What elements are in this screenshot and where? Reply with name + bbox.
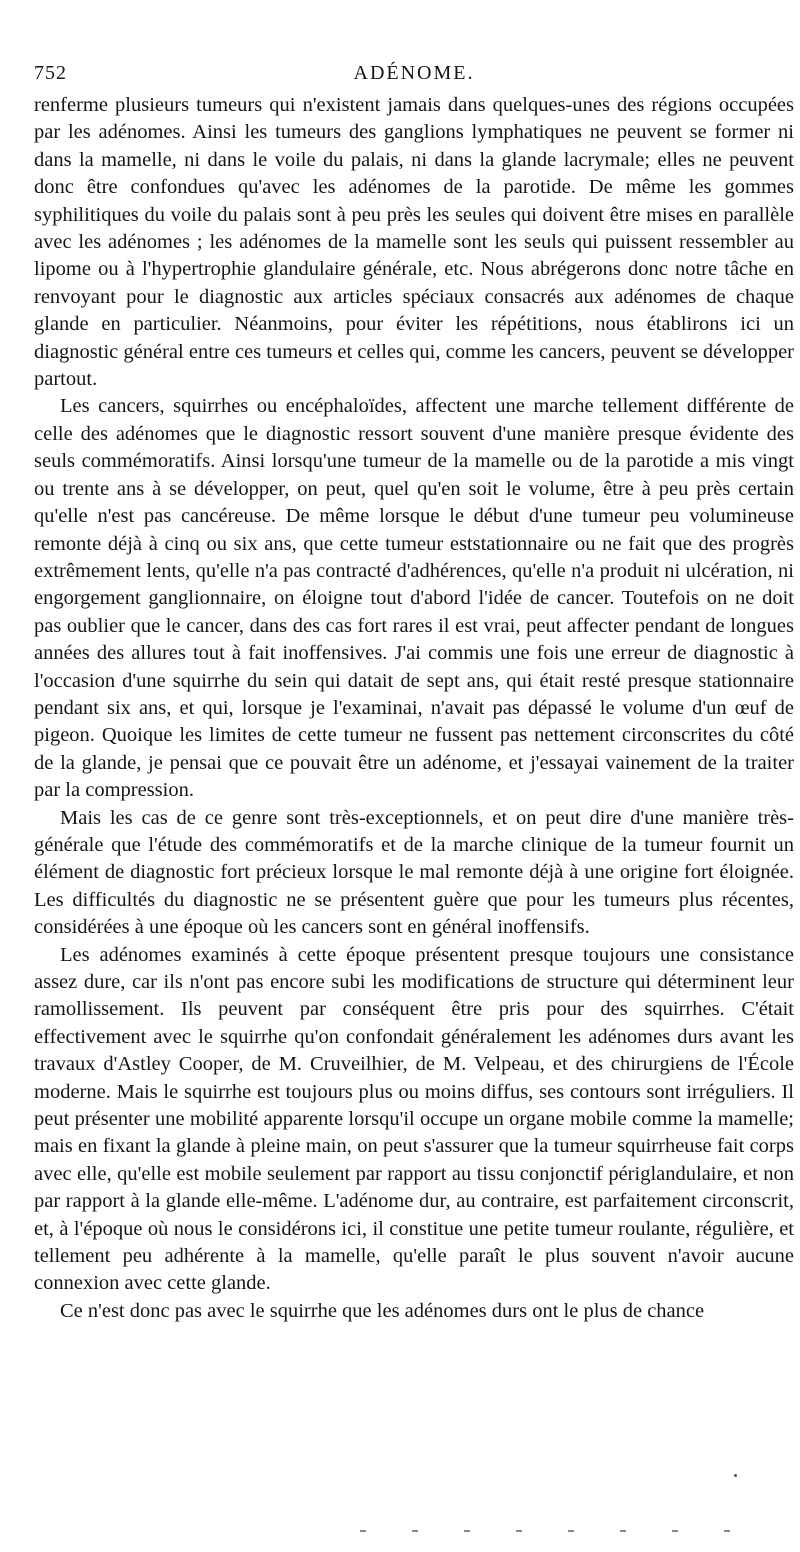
running-head <box>34 58 794 92</box>
body-text <box>34 92 794 1325</box>
paragraph-cancers: Les cancers, squirrhes ou encéphaloïdes, affectent une marche tellement différente de celle des adénomes que le diagnostic ressort souvent d'une manière presque évidente des seuls commémoratifs. Ainsi lorsqu'une tumeur de la mamelle ou de la parotide a mis vingt ou trente ans à se développer, on peut, quel qu'en soit le volume, être à peu près certain qu'elle n'est pas cancéreuse. De même lorsque le début d'une tumeur peu volumineuse remonte déjà à cinq ou six ans, que cette tumeur eststationnaire ou ne fait que des progrès extrêmement lents, qu'elle n'a pas contracté d'adhérences, qu'elle n'a produit ni ulcération, ni engorgement ganglionnaire, on éloigne tout d'abord l'idée de cancer. Toutefois on ne doit pas oublier que le cancer, dans des cas fort rares il est vrai, peut affecter pendant de longues années des allures tout à fait inoffensives. J'ai commis une fois une erreur de diagnostic à l'occasion d'une squirrhe du sein qui datait de sept ans, qui était resté presque stationnaire pendant six ans, et qui, lorsque je l'examinai, n'avait pas dépassé le volume d'un œuf de pigeon. Quoique les limites de cette tumeur ne fussent pas nettement circonscrites du côté de la glande, je pensai que ce pouvait être un adénome, et j'essayai vainement de la traiter par la compression. <box>34 395 794 802</box>
paragraph-continuation: renferme plusieurs tumeurs qui n'existent jamais dans quelques-unes des régions occupées par les adénomes. Ainsi les tumeurs des ganglions lymphatiques ne peuvent se former ni dans la mamelle, ni dans le voile du palais, ni dans la glande lacrymale; elles ne peuvent donc être confondues qu'avec les adénomes de la parotide. De même les gommes syphilitiques du voile du palais sont à peu près les seules qui doivent être mises en parallèle avec les adénomes ; les adénomes de la mamelle sont les seuls qui puissent ressembler au lipome ou à l'hypertrophie glandulaire générale, etc. Nous abrégerons donc notre tâche en renvoyant pour le diagnostic aux articles spéciaux consacrés aux adénomes de chaque glande en particulier. Néanmoins, pour éviter les répétitions, nous établirons ici un diagnostic général entre ces tumeurs et celles qui, comme les cancers, peuvent se développer partout. <box>34 94 794 391</box>
paragraph-exceptional-cases: Mais les cas de ce genre sont très-exceptionnels, et on peut dire d'une manière très-générale que l'étude des commémoratifs et de la marche clinique de la tumeur fournit un élément de diagnostic fort précieux lorsque le mal remonte déjà à une origine fort éloignée. Les difficultés du diagnostic ne se présentent guère que pour les tumeurs plus récentes, considérées à une époque où les cancers sont en général inoffensifs. <box>34 806 794 939</box>
running-title: ADÉNOME. <box>353 62 475 84</box>
paragraph-hard-adenomas: Les adénomes examinés à cette époque présentent presque toujours une consistance assez dure, car ils n'ont pas encore subi les modifications de structure qui déterminent leur ramollissement. Ils peuvent par conséquent être pris pour des squirrhes. C'était effectivement avec le squirrhe qu'on confondait généralement les adénomes durs avant les travaux d'Astley Cooper, de M. Cruveilhier, de M. Velpeau, et des chirurgiens de l'École moderne. Mais le squirrhe est toujours plus ou moins diffus, ses contours sont irréguliers. Il peut présenter une mobilité apparente lorsqu'il occupe un organe mobile comme la mamelle; mais en fixant la glande à pleine main, on peut s'assurer que la tumeur squirrheuse fait corps avec elle, qu'elle est mobile seulement par rapport au tissu conjonctif périglandulaire, et non par rapport à la glande elle-même. L'adénome dur, au contraire, est parfaitement circonscrit, et, à l'époque où nous le considérons ici, il constitue une petite tumeur roulante, régulière, et tellement peu adhérente à la mamelle, qu'elle paraît le plus souvent n'avoir aucune connexion avec cette glande. <box>34 943 794 1295</box>
page-number: 752 <box>34 62 67 84</box>
scan-specks <box>360 1530 780 1538</box>
book-page <box>34 58 794 1325</box>
scan-dot <box>734 1474 737 1477</box>
paragraph-last-line: Ce n'est donc pas avec le squirrhe que les adénomes durs ont le plus de chance <box>60 1299 705 1322</box>
